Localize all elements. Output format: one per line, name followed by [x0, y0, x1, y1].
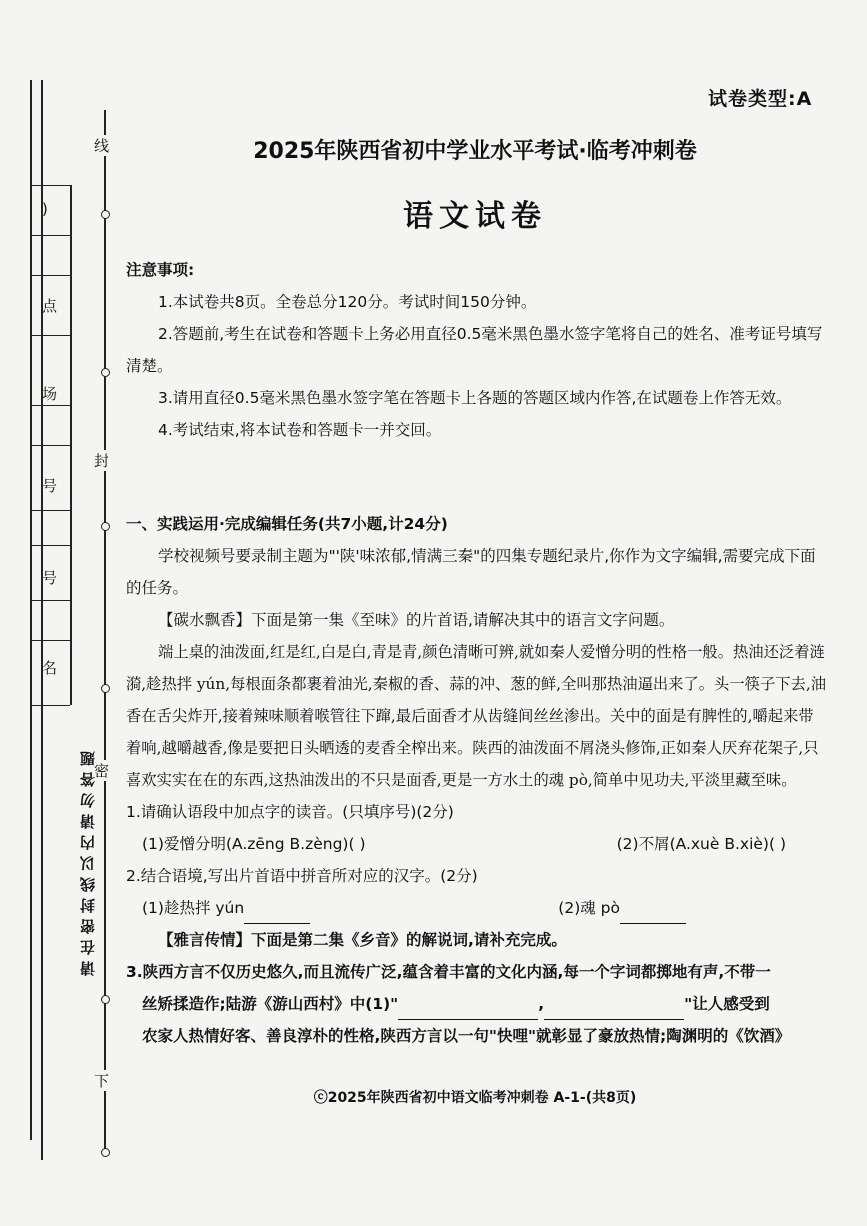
section-heading: 一、实践运用·完成编辑任务(共7小题,计24分) [126, 515, 448, 533]
cut-mark-seal: 封 [94, 452, 110, 470]
punch-hole [101, 1148, 110, 1157]
field-box-top [30, 185, 70, 186]
question-3-line-1: 3.陕西方言不仅历史悠久,而且流传广泛,蕴含着丰富的文化内涵,每一个字词都掷地有声,不带一 [126, 963, 771, 981]
q2-answer-blank-1[interactable] [244, 903, 310, 924]
part2-heading: 【雅言传情】下面是第二集《乡音》的解说词,请补充完成。 [158, 931, 567, 949]
punch-hole [101, 368, 110, 377]
question-2-options [126, 892, 826, 924]
question-2: 2.结合语境,写出片首语中拼音所对应的汉字。(2分) [126, 867, 478, 885]
field-box [30, 510, 70, 511]
q2-item-2 [558, 892, 686, 924]
cut-mark-secret: 密 [94, 762, 110, 780]
field-box-bottom [30, 705, 70, 706]
field-label: ) [42, 200, 48, 218]
binding-box-line [70, 185, 72, 705]
notice-item: 3.请用直径0.5毫米黑色墨水签字笔在答题卡上各题的答题区域内作答,在试题卷上作答无效。 [158, 389, 792, 407]
section-1 [126, 508, 826, 1052]
cut-mark-down: 下 [94, 1072, 110, 1090]
notice-heading: 注意事项: [126, 261, 195, 279]
field-box [30, 405, 70, 406]
subject-title: 语文试卷 [403, 199, 547, 234]
punch-hole [101, 210, 110, 219]
binding-outer-line [30, 80, 32, 1140]
part1-heading: 【碳水飘香】下面是第一集《至味》的片首语,请解决其中的语言文字问题。 [158, 611, 675, 629]
q2-answer-blank-2[interactable] [620, 903, 686, 924]
passage: 端上桌的油泼面,红是红,白是白,青是青,颜色清晰可辨,就如秦人爱憎分明的性格一般。热油还泛着涟漪,趁热拌 yún,每根面条都裹着油光,秦椒的香、蒜的冲、葱的鲜,全叫那热油逼出来了。头一筷子下去,油香在舌尖炸开,接着辣味顺着喉管往下蹿,最后面香才从齿缝间丝丝渗出。关中的面是有脾性的,嚼起来带着响,越嚼越香,像是要把日头晒透的麦香全榨出来。陕西的油泼面不屑浇头修饰,正如秦人厌弃花架子,只喜欢实实在在的东西,这热油泼出的不只是面香,更是一方水土的魂 pò,简单中见功夫,平淡里藏至味。 [126, 643, 826, 789]
field-box [30, 600, 70, 601]
field-box [30, 275, 70, 276]
field-box [30, 545, 70, 546]
notice-item: 1.本试卷共8页。全卷总分120分。考试时间150分钟。 [158, 293, 537, 311]
punch-hole [101, 522, 110, 531]
notice-item: 2.答题前,考生在试卷和答题卡上务必用直径0.5毫米黑色墨水签字笔将自己的姓名、准考证号填写清楚。 [126, 325, 823, 375]
q1-option-2: (2)不屑(A.xuè B.xiè)( ) [616, 835, 786, 853]
page-footer: ⓒ2025年陕西省初中语文临考冲刺卷 A-1-(共8页) [313, 1090, 637, 1106]
vertical-warning: 请在密封线以内请勿答题 [79, 745, 97, 976]
q2-item-1-label: (1)趁热拌 yún [142, 899, 245, 917]
binding-outer-line-2 [41, 80, 43, 1160]
punch-hole [101, 995, 110, 1004]
q3-text-a: 丝矫揉造作;陆游《游山西村》中(1)" [142, 995, 399, 1013]
paper-type: 试卷类型:A [708, 88, 813, 110]
field-box [30, 335, 70, 336]
question-1-options [126, 828, 826, 860]
field-label: 号 [42, 569, 58, 587]
field-label: 点 [42, 297, 58, 315]
cut-mark-line: 线 [94, 137, 110, 155]
exam-title: 2025年陕西省初中学业水平考试·临考冲刺卷 [253, 139, 697, 164]
q3-text-c: "让人感受到 [684, 995, 770, 1013]
field-label: 场 [42, 385, 58, 403]
field-box [30, 445, 70, 446]
q2-item-1 [142, 892, 310, 924]
notice-block [126, 254, 826, 446]
field-box [30, 235, 70, 236]
notice-item: 4.考试结束,将本试卷和答题卡一并交回。 [158, 421, 442, 439]
q1-option-1: (1)爱憎分明(A.zēng B.zèng)( ) [142, 835, 366, 853]
binding-cut-line [104, 110, 106, 1150]
q3-answer-blank-2[interactable] [544, 999, 684, 1020]
punch-hole [101, 684, 110, 693]
field-label: 号 [42, 477, 58, 495]
question-3-line-3: 农家人热情好客、善良淳朴的性格,陕西方言以一句"快哩"就彰显了豪放热情;陶渊明的《饮酒》 [142, 1027, 791, 1045]
question-3-line-2 [126, 988, 826, 1020]
field-label: 名 [42, 659, 58, 677]
q3-text-b: , [538, 995, 545, 1013]
q2-item-2-label: (2)魂 pò [558, 899, 620, 917]
q3-answer-blank-1[interactable] [398, 999, 538, 1020]
question-1: 1.请确认语段中加点字的读音。(只填序号)(2分) [126, 803, 454, 821]
field-box [30, 640, 70, 641]
section-intro: 学校视频号要录制主题为"'陕'味浓郁,情满三秦"的四集专题纪录片,你作为文字编辑,需要完成下面的任务。 [126, 547, 816, 597]
